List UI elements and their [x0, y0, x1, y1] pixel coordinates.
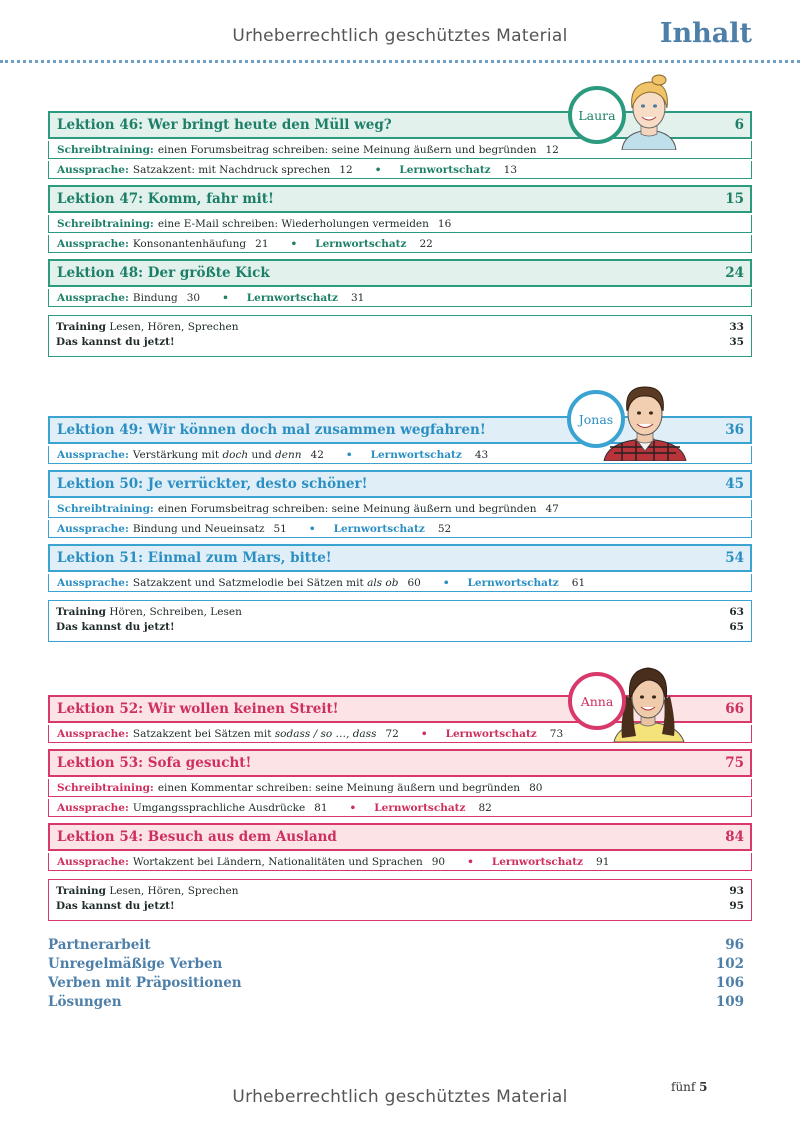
sub-label: Aussprache:: [57, 291, 129, 304]
lesson-51-heading[interactable]: [48, 544, 752, 572]
lesson-47-pronunciation[interactable]: [48, 235, 752, 253]
sub-label: Aussprache:: [57, 855, 129, 868]
header-dotted-divider: [0, 60, 800, 63]
character-badge-anna: Anna: [568, 672, 626, 730]
vocab-label: Lernwortschatz: [315, 237, 407, 250]
bullet: •: [442, 576, 450, 589]
bullet: •: [290, 237, 298, 250]
vocab-page: 22: [419, 237, 433, 250]
sub-text-em-b: denn: [275, 448, 302, 461]
lesson-53-pronunciation[interactable]: [48, 799, 752, 817]
can-do-page: 65: [729, 621, 744, 633]
appendix-title: Partnerarbeit: [48, 937, 151, 953]
character-badge-laura: Laura: [568, 86, 626, 144]
sub-text: Bindung: [132, 291, 178, 304]
lesson-51-pronunciation[interactable]: [48, 574, 752, 592]
training-row[interactable]: [56, 320, 744, 335]
sub-page: 21: [255, 237, 269, 250]
appendix-page: 102: [715, 956, 744, 972]
lesson-page: 6: [734, 117, 744, 133]
can-do-label: Das kannst du jetzt!: [56, 621, 175, 633]
lesson-54-pronunciation[interactable]: [48, 853, 752, 871]
bullet: •: [222, 291, 229, 304]
appendix-title: Unregelmäßige Verben: [48, 956, 223, 972]
lesson-title: Lektion 50: Je verrückter, desto schöner!: [57, 476, 368, 492]
vocab-page: 61: [571, 576, 586, 589]
training-row[interactable]: [56, 884, 744, 899]
vocab-label: Lernwortschatz: [246, 291, 338, 304]
appendix-item-solutions[interactable]: [48, 993, 744, 1012]
training-label: Training: [56, 321, 106, 333]
can-do-row[interactable]: [56, 899, 744, 914]
training-box: [48, 315, 752, 357]
appendix-title: Verben mit Präpositionen: [48, 975, 242, 991]
sub-page: 72: [385, 727, 399, 740]
sub-page: 30: [186, 291, 201, 304]
lesson-50-writing[interactable]: [48, 500, 752, 518]
sub-page: 90: [431, 855, 446, 868]
vocab-label: Lernwortschatz: [370, 448, 462, 461]
vocab-page: 82: [478, 801, 492, 814]
can-do-label: Das kannst du jetzt!: [56, 336, 175, 348]
sub-label: Aussprache:: [57, 576, 129, 589]
vocab-page: 43: [474, 448, 489, 461]
sub-text-em-a: doch: [222, 448, 249, 461]
sub-label: Aussprache:: [57, 163, 129, 176]
sub-text-a: Verstärkung mit: [132, 448, 223, 461]
sub-text-em-a: sodass / so …, dass: [274, 727, 377, 740]
training-skills: Lesen, Hören, Sprechen: [109, 321, 239, 333]
sub-page: 47: [545, 502, 559, 515]
lesson-53-writing[interactable]: [48, 779, 752, 797]
sub-page: 42: [310, 448, 324, 461]
lesson-page: 84: [725, 829, 744, 845]
vocab-page: 73: [549, 727, 564, 740]
lesson-page: 15: [725, 191, 744, 207]
training-page: 33: [729, 321, 744, 333]
sub-text: einen Kommentar schreiben: seine Meinung äußern und begründen: [157, 781, 521, 794]
training-skills: Lesen, Hören, Sprechen: [109, 885, 239, 897]
sub-label: Schreibtraining:: [57, 502, 154, 515]
bullet: •: [308, 522, 316, 535]
sub-page: 60: [407, 576, 421, 589]
bullet: •: [467, 855, 474, 868]
sub-text-a: Satzakzent und Satzmelodie bei Sätzen mit: [132, 576, 368, 589]
sub-label: Aussprache:: [57, 801, 129, 814]
appendix-item-verbs-prepositions[interactable]: [48, 974, 744, 993]
lesson-page: 75: [725, 755, 744, 771]
sub-text-a: Satzakzent bei Sätzen mit: [132, 727, 275, 740]
training-row[interactable]: [56, 605, 744, 620]
bullet: •: [345, 448, 353, 461]
lesson-page: 36: [725, 422, 744, 438]
lesson-48-pronunciation[interactable]: [48, 289, 752, 307]
appendix-title: Lösungen: [48, 994, 122, 1010]
lesson-page: 54: [725, 550, 744, 566]
can-do-page: 35: [729, 336, 744, 348]
lesson-50-pronunciation[interactable]: [48, 520, 752, 538]
sub-label: Schreibtraining:: [57, 143, 154, 156]
vocab-page: 52: [437, 522, 452, 535]
lesson-page: 24: [725, 265, 744, 281]
lesson-title: Lektion 51: Einmal zum Mars, bitte!: [57, 550, 332, 566]
sub-text: Bindung und Neueinsatz: [132, 522, 265, 535]
sub-text: eine E-Mail schreiben: Wiederholungen vermeiden: [157, 217, 429, 230]
can-do-label: Das kannst du jetzt!: [56, 900, 175, 912]
sub-page: 12: [339, 163, 353, 176]
appendix-page: 109: [715, 994, 744, 1010]
copyright-watermark-bottom: Urheberrechtlich geschütztes Material: [232, 1087, 568, 1107]
page-word: fünf: [671, 1080, 696, 1094]
vocab-label: Lernwortschatz: [333, 522, 425, 535]
vocab-page: 91: [596, 855, 610, 868]
lesson-46-pronunciation[interactable]: [48, 161, 752, 179]
sub-text-em-a: als ob: [367, 576, 399, 589]
lesson-page: 66: [725, 701, 744, 717]
sub-text: Umgangssprachliche Ausdrücke: [132, 801, 306, 814]
sub-page: 16: [437, 217, 452, 230]
lesson-47-heading[interactable]: [48, 185, 752, 213]
sub-label: Aussprache:: [57, 448, 129, 461]
vocab-label: Lernwortschatz: [491, 855, 584, 868]
sub-page: 12: [545, 143, 559, 156]
lesson-50-heading[interactable]: [48, 470, 752, 498]
lesson-title: Lektion 47: Komm, fahr mit!: [57, 191, 274, 207]
lesson-page: 45: [725, 476, 744, 492]
lesson-title: Lektion 49: Wir können doch mal zusammen wegfahren!: [57, 422, 486, 438]
sub-label: Schreibtraining:: [57, 217, 154, 230]
sub-page: 81: [314, 801, 328, 814]
sub-label: Schreibtraining:: [57, 781, 154, 794]
vocab-label: Lernwortschatz: [445, 727, 537, 740]
training-box: [48, 879, 752, 921]
training-label: Training: [56, 606, 106, 618]
vocab-label: Lernwortschatz: [467, 576, 559, 589]
lesson-title: Lektion 53: Sofa gesucht!: [57, 755, 252, 771]
vocab-page: 13: [503, 163, 518, 176]
sub-text: einen Forumsbeitrag schreiben: seine Meinung äußern und begründen: [157, 502, 537, 515]
sub-text: Satzakzent: mit Nachdruck sprechen: [132, 163, 331, 176]
lesson-48-heading[interactable]: [48, 259, 752, 287]
vocab-label: Lernwortschatz: [399, 163, 491, 176]
appendix-page: 96: [725, 937, 744, 953]
vocab-label: Lernwortschatz: [374, 801, 466, 814]
page-number: 5: [699, 1080, 708, 1094]
lesson-47-writing[interactable]: [48, 215, 752, 233]
sub-label: Aussprache:: [57, 522, 129, 535]
appendix-item-partnerarbeit[interactable]: [48, 936, 744, 955]
sub-text: Wortakzent bei Ländern, Nationalitäten und Sprachen: [132, 855, 423, 868]
can-do-page: 95: [729, 900, 744, 912]
vocab-page: 31: [351, 291, 365, 304]
lesson-title: Lektion 52: Wir wollen keinen Streit!: [57, 701, 339, 717]
bullet: •: [420, 727, 428, 740]
appendix-page: 106: [715, 975, 744, 991]
can-do-row[interactable]: [56, 620, 744, 635]
sub-label: Aussprache:: [57, 237, 129, 250]
copyright-watermark-top: Urheberrechtlich geschütztes Material: [232, 26, 568, 46]
sub-text: einen Forumsbeitrag schreiben: seine Meinung äußern und begründen: [157, 143, 537, 156]
training-box: [48, 600, 752, 642]
sub-label: Aussprache:: [57, 727, 129, 740]
bullet: •: [349, 801, 357, 814]
training-page: 93: [729, 885, 744, 897]
sub-page: 51: [273, 522, 287, 535]
lesson-title: Lektion 48: Der größte Kick: [57, 265, 270, 281]
character-badge-jonas: Jonas: [567, 390, 625, 448]
sub-text: Konsonantenhäufung: [132, 237, 247, 250]
lesson-53-heading[interactable]: [48, 749, 752, 777]
training-label: Training: [56, 885, 106, 897]
sub-text-b: und: [248, 448, 276, 461]
lesson-54-heading[interactable]: [48, 823, 752, 851]
page-title: Inhalt: [659, 18, 752, 49]
training-skills: Hören, Schreiben, Lesen: [109, 606, 242, 618]
can-do-row[interactable]: [56, 335, 744, 350]
appendix-list: [48, 936, 744, 1012]
training-page: 63: [729, 606, 744, 618]
appendix-item-irregular-verbs[interactable]: [48, 955, 744, 974]
bullet: •: [374, 163, 382, 176]
lesson-title: Lektion 46: Wer bringt heute den Müll weg?: [57, 117, 392, 133]
sub-page: 80: [529, 781, 543, 794]
lesson-title: Lektion 54: Besuch aus dem Ausland: [57, 829, 337, 845]
